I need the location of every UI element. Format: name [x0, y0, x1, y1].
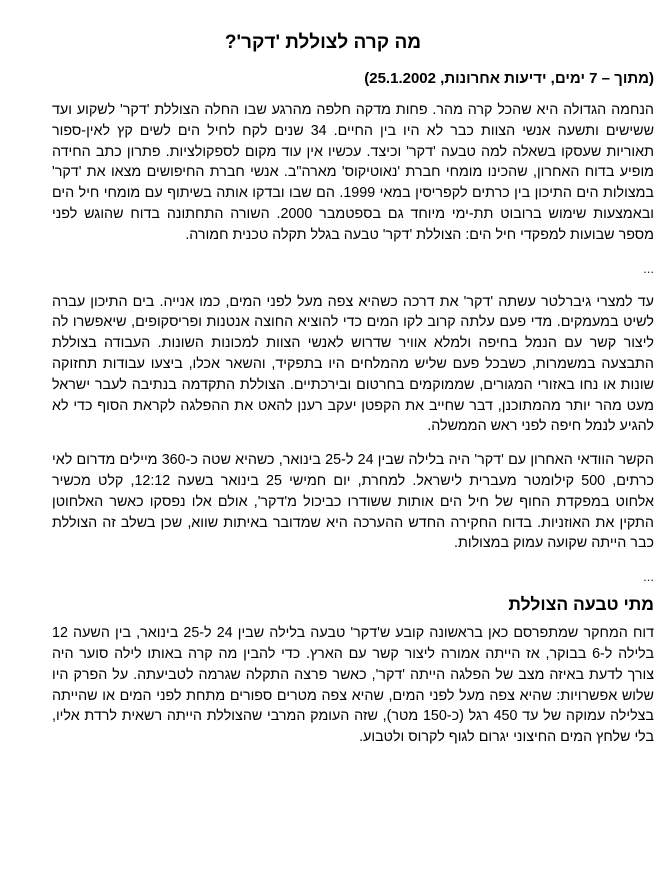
paragraph: עד למצרי גיברלטר עשתה 'דקר' את דרכה כשהיא צפה מעל לפני המים, כמו אנייה. בים התיכון עברה לשיט במעמקים. מדי פעם עלתה קרוב לקו המים כדי להוציא החוצה אנטנות ופריסקופים, שיאפשרו לה ליצור קשר עם הנמל בחיפה ולמלא אוויר שדרוש לאנשי הצוות למכונות השונות. העבודה בצוללת התבצעה במשמרות, כשבכל פעם שליש מהמלחים היו בתפקיד, והשאר אכלו, ביצעו עבודות תחזוקה שונות או נחו באזורי המגורים, שממוקמים בחרטום ובירכתיים. הצוללת התקדמה בנתיבה לעבר ישראל מעט מהר יותר מהמתוכנן, דבר שחייב את הקפטן יעקב רענן להאט את ההפלגה לקראת הסוף כדי לא להגיע לנמל חיפה לפני ראש הממשלה. [52, 293, 654, 435]
article-title: מה קרה לצוללת 'דקר'? [224, 32, 422, 53]
paragraph: הנחמה הגדולה היא שהכל קרה מהר. פחות מדקה חלפה מהרגע שבו החלה הצוללת 'דקר' לשקוע ועד ששישים ותשעה אנשי הצוות כבר לא היו בין החיים. 34 שנים לקח לחיל הים לשים קץ לאין-ספור תאוריות שעסקו בשאלה למה טבעה 'דקר' וכיצד. עכשיו אין עוד מקום לספקולציות. פתרון כתב החידה מופיע בדוח האחרון, שהכינו מומחי חברת 'נאוטיקוס' מארה"ב. אנשי חברת החיפושים מצאו את 'דקר' במצולות הים התיכון בין כרתים לקפריסין במאי 1999. הם שבו ובדקו אותה בשיתוף עם מומחי חיל הים ובאמצעות שימוש ברובוט תת-ימי מיוחד גם בספטמבר 2000. השורה התחתונה בדוח שהוגש לפני מספר שבועות למפקדי חיל הים: הצוללת 'דקר' טבעה בגלל תקלה טכנית חמורה. [52, 102, 655, 243]
article-source: (מתוך – 7 ימים, ידיעות אחרונות, 25.1.2002) [364, 70, 654, 87]
ellipsis: ... [643, 260, 654, 276]
section-heading: מתי טבעה הצוללת [508, 594, 654, 615]
paragraph: דוח המחקר שמתפרסם כאן בראשונה קובע ש'דקר' טבעה בלילה שבין 24 ל-25 בינואר, בין השעה 12 בלילה ל-6 בבוקר, אז הייתה אמורה ליצור קשר עם הארץ. כדי להבין מה קרה באותו לילה סוער היה צורך לדעת באיזה מצב של הפלגה הייתה 'דקר', כאשר פרצה התקלה שגרמה לטביעתה. על הפרק היו שלוש אפשרויות: שהיא צפה מעל לפני המים, שהיא צפה מטרים ספורים מתחת לפני המים או שהייתה בצלילה עמוקה של עד 450 רגל (כ-150 מטר), שזה העומק המרבי שהצוללת הייתה רשאית לרדת אליו, בלי שלחץ המים החיצוני יגרום לגוף לקרוס ולטבוע. [52, 625, 655, 746]
ellipsis: ... [643, 569, 654, 585]
paragraph: הקשר הוודאי האחרון עם 'דקר' היה בלילה שבין 24 ל-25 בינואר, כשהיא שטה כ-360 מיילים מדרום לאי כרתים, 500 קילומטר מעברית לישראל. למחרת, יום חמישי 25 בינואר בשעה 12:12, קלט מכשיר אלחוט במפקדת החוף של חיל הים אותות ששודרו כביכול מ'דקר', אולם אלו נפסקו כאשר האלחוטן התקין את האוזניות. בדוח החקירה החדש ההערכה היא שמדובר באיתות שווא, שכן בשלב זה הצוללת כבר הייתה שקועה עמוק במצולות. [52, 452, 654, 552]
